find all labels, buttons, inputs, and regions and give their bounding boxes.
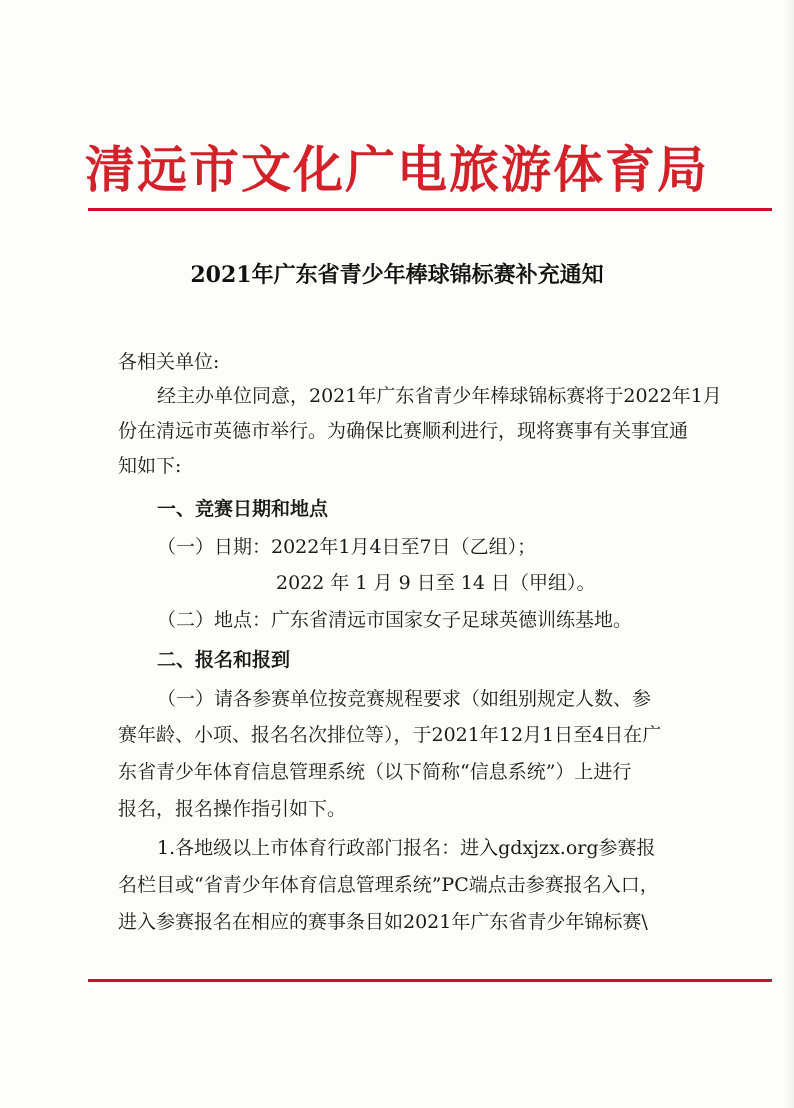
paragraph-line: 名栏目或“省青少年体育信息管理系统”PC端点击参赛报名入口， <box>118 874 659 896</box>
salutation: 各相关单位: <box>118 351 220 373</box>
letterhead-red-rule <box>88 208 772 211</box>
paragraph-line: （一）日期：2022年1月4日至7日（乙组）； <box>157 536 537 558</box>
paragraph-line: 1.各地级以上市体育行政部门报名：进入gdxjzx.org参赛报 <box>157 837 656 859</box>
paragraph-line: 经主办单位同意，2021年广东省青少年棒球锦标赛将于2022年1月 <box>157 385 722 407</box>
footer-red-rule <box>88 979 772 982</box>
paragraph-line: 知如下: <box>118 455 182 477</box>
paragraph-line: （一）请各参赛单位按竞赛规程要求（如组别规定人数、参 <box>157 688 652 710</box>
paragraph-line: 报名，报名操作指引如下。 <box>118 798 347 820</box>
paragraph-line: 赛年龄、小项、报名名次排位等），于2021年12月1日至4日在广 <box>118 724 662 746</box>
paragraph-line: （二）地点：广东省清远市国家女子足球英德训练基地。 <box>157 609 633 631</box>
notice-title: 2021年广东省青少年棒球锦标赛补充通知 <box>190 262 604 288</box>
scan-page-edge <box>784 0 794 1108</box>
paragraph-line: 东省青少年体育信息管理系统（以下简称“信息系统”）上进行 <box>118 761 632 783</box>
paragraph-line: 进入参赛报名在相应的赛事条目如2021年广东省青少年锦标赛\ <box>118 911 648 933</box>
paragraph-line: 2022 年 1 月 9 日至 14 日（甲组）。 <box>276 572 596 594</box>
section-heading-1: 一、竞赛日期和地点 <box>157 498 329 520</box>
letterhead-title: 清远市文化广电旅游体育局 <box>85 140 709 199</box>
section-heading-2: 二、报名和报到 <box>157 649 291 671</box>
paragraph-line: 份在清远市英德市举行。为确保比赛顺利进行，现将赛事有关事宜通 <box>118 420 689 442</box>
